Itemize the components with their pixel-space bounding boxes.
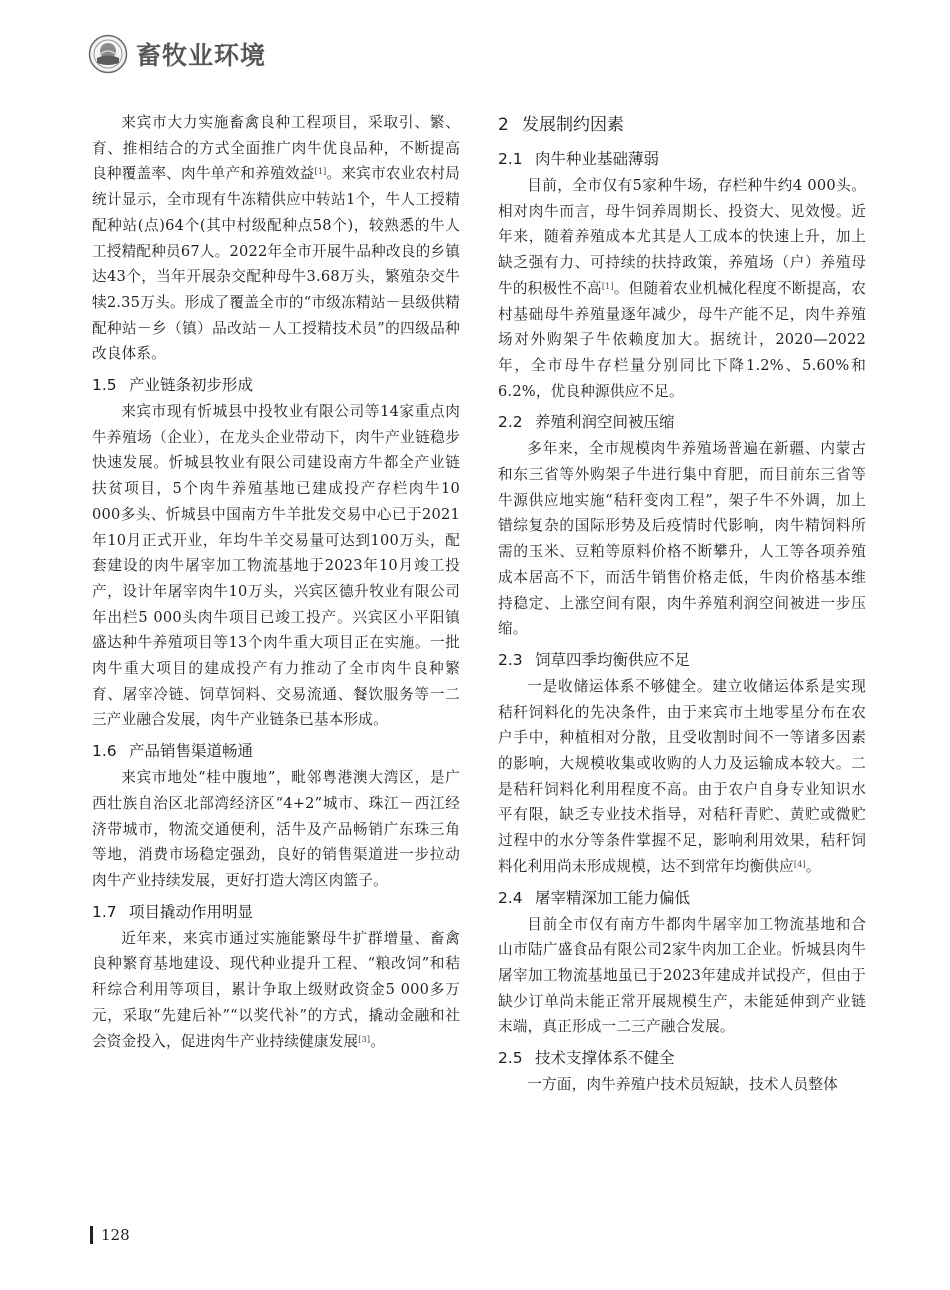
paragraph-breeding-base: 目前，全市仅有5家种牛场，存栏种牛约4 000头。相对肉牛而言，母牛饲养周期长、投资大、见效慢。近年来，随着养殖成本尤其是人工成本的快速上升，加上缺乏强有力、可持续的扶持政策，养殖场（户）养殖母牛的积极性不高[1]。但随着农业机械化程度不断提高，农村基础母牛养殖量逐年减少，母牛产能不足，肉牛养殖场对外购架子牛依赖度加大。据统计，2020—2022年，全市母牛存栏量分别同比下降1.2%、5.60%和6.2%，优良种源供应不足。	[498, 177, 867, 400]
section-heading-1-6: 1.6 产品销售渠道畅通	[92, 742, 254, 761]
page-footer	[90, 1226, 130, 1244]
section-heading-1-5: 1.5 产业链条初步形成	[92, 376, 254, 395]
paragraph-processing-capacity: 目前全市仅有南方牛都肉牛屠宰加工物流基地和合山市陆广盛食品有限公司2家牛肉加工企业。忻城县肉牛屠宰加工物流基地虽已于2023年建成并试投产，但由于缺少订单尚未能正常开展规模生产，未能延伸到产业链末端，真正形成一二三产融合发展。	[498, 915, 866, 1036]
citation-ref[interactable]: [1]	[601, 281, 614, 291]
section-heading-2-5: 2.5 技术支撑体系不健全	[498, 1049, 675, 1068]
paragraph-sales-channels: 来宾市地处“桂中腹地”，毗邻粤港澳大湾区，是广西壮族自治区北部湾经济区“4+2”城市、珠江－西江经济带城市，物流交通便利，活牛及产品畅销广东珠三角等地，消费市场稳定强劲，良好的销售渠道进一步拉动肉牛产业持续发展，更好打造大湾区肉篮子。	[92, 769, 460, 889]
page-number: 128	[101, 1226, 130, 1244]
section-heading-2-2: 2.2 养殖利润空间被压缩	[498, 413, 675, 432]
section-heading-2: 2 发展制约因素	[498, 115, 624, 135]
paragraph-profit-squeeze: 多年来，全市规模肉牛养殖场普遍在新疆、内蒙古和东三省等外购架子牛进行集中育肥，而目前东三省等牛源供应地实施“秸秆变肉工程”，架子牛不外调，加上错综复杂的国际形势及后疫情时代影响，肉牛精饲料所需的玉米、豆粕等原料价格不断攀升，人工等各项养殖成本居高不下，而活牛销售价格走低，牛肉价格基本维持稳定、上涨空间有限，肉牛养殖利润空间被进一步压缩。	[498, 440, 866, 638]
footer-divider	[90, 1226, 93, 1244]
citation-ref[interactable]: [4]	[793, 859, 806, 869]
left-column	[92, 110, 460, 1054]
journal-logo-icon	[88, 34, 128, 74]
paragraph-industry-chain: 来宾市现有忻城县中投牧业有限公司等14家重点肉牛养殖场（企业），在龙头企业带动下，肉牛产业链稳步快速发展。忻城县牧业有限公司建设南方牛都全产业链扶贫项目，5个肉牛养殖基地已建成投产存栏肉牛10 000多头、忻城县中国南方牛羊批发交易中心已于2021年10月正式开业，年均牛羊交易量可达到100万头，配套建设的肉牛屠宰加工物流基地于2023年10月竣工投产，设计年屠宰肉牛10万头，兴宾区德升牧业有限公司年出栏5 000头肉牛项目已竣工投产。兴宾区小平阳镇盛达种牛养殖项目等13个肉牛重大项目正在实施。一批肉牛重大项目的建成投产有力推动了全市肉牛良种繁育、屠宰冷链、饲草饲料、交易流通、餐饮服务等一二三产业融合发展，肉牛产业链条已基本形成。	[92, 403, 460, 729]
section-heading-2-4: 2.4 屠宰精深加工能力偏低	[498, 888, 691, 907]
right-column	[498, 110, 866, 1098]
section-heading-2-1: 2.1 肉牛种业基础薄弱	[498, 150, 660, 168]
paragraph-technical-support: 一方面，肉牛养殖户技术员短缺，技术人员整体	[527, 1076, 838, 1094]
section-heading-1-7: 1.7 项目撬动作用明显	[92, 902, 254, 921]
paragraph-breed-improvement: 来宾市大力实施畜禽良种工程项目，采取引、繁、育、推相结合的方式全面推广肉牛优良品种，不断提高良种覆盖率、肉牛单产和养殖效益[1]。来宾市农业农村局统计显示，全市现有牛冻精供应中转站1个，牛人工授精配种站(点)64个(其中村级配种点58个)，较熟悉的牛人工授精配种员67人。2022年全市开展牛品种改良的乡镇达43个，当年开展杂交配种母牛3.68万头，繁殖杂交牛犊2.35万头。形成了覆盖全市的“市级冻精站－县级供精配种站－乡（镇）品改站－人工授精技术员”的四级品种改良体系。	[92, 114, 460, 363]
journal-header	[88, 34, 266, 74]
citation-ref[interactable]: [1]	[314, 167, 327, 177]
paragraph-forage-supply: 一是收储运体系不够健全。建立收储运体系是实现秸秆饲料化的先决条件，由于来宾市土地零星分布在农户手中，种植相对分散，且受收割时间不一等诸多因素的影响，大规模收集或收购的人力及运输成本较大。二是秸秆饲料化利用程度不高。由于农户自身专业知识水平有限，缺乏专业技术指导，对秸秆青贮、黄贮或微贮过程中的水分等条件掌握不足，影响利用效果，秸秆饲料化利用尚未形成规模，达不到常年均衡供应[4]。	[498, 677, 866, 875]
journal-name: 畜牧业环境	[136, 41, 267, 70]
paragraph-project-leverage: 近年来，来宾市通过实施能繁母牛扩群增量、畜禽良种繁育基地建设、现代种业提升工程、“粮改饲”和秸秆综合利用等项目，累计争取上级财政资金5 000多万元，采取“先建后补”“以奖代补”的方式，撬动金融和社会资金投入，促进肉牛产业持续健康发展[3]。	[92, 929, 460, 1050]
section-heading-2-3: 2.3 饲草四季均衡供应不足	[498, 650, 691, 669]
citation-ref[interactable]: [3]	[358, 1034, 371, 1044]
